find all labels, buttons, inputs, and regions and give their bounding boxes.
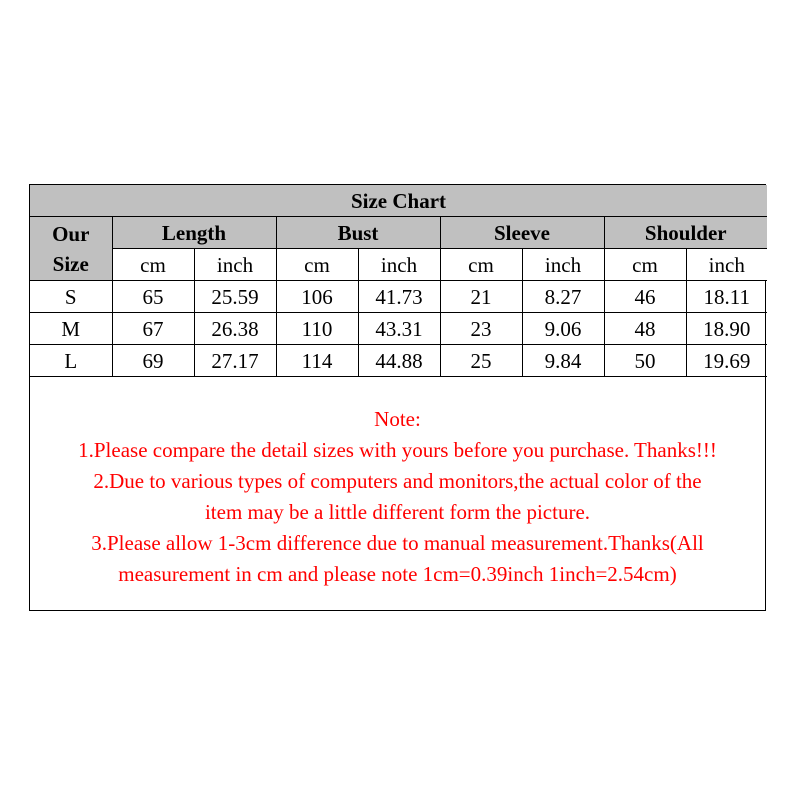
shoulder-inch-value: 18.90 xyxy=(686,313,767,345)
sleeve-inch-value: 8.27 xyxy=(522,281,604,313)
length-inch-value: 27.17 xyxy=(194,345,276,377)
table-row xyxy=(30,345,767,377)
bust-header: Bust xyxy=(276,217,440,249)
note-line: 2.Due to various types of computers and monitors,the actual color of the xyxy=(93,469,702,493)
size-label: S xyxy=(30,281,112,313)
notes-heading: Note: xyxy=(374,407,421,431)
length-header: Length xyxy=(112,217,276,249)
bust-inch-unit: inch xyxy=(358,249,440,281)
bust-cm-value: 114 xyxy=(276,345,358,377)
shoulder-cm-unit: cm xyxy=(604,249,686,281)
note-line: item may be a little different form the picture. xyxy=(204,500,591,524)
size-chart xyxy=(29,184,766,611)
shoulder-cm-value: 48 xyxy=(604,313,686,345)
size-label: M xyxy=(30,313,112,345)
shoulder-cm-value: 50 xyxy=(604,345,686,377)
size-label: L xyxy=(30,345,112,377)
bust-inch-value: 43.31 xyxy=(358,313,440,345)
length-cm-value: 65 xyxy=(112,281,194,313)
length-cm-unit: cm xyxy=(112,249,194,281)
shoulder-inch-value: 18.11 xyxy=(686,281,767,313)
length-cm-value: 69 xyxy=(112,345,194,377)
bust-cm-value: 110 xyxy=(276,313,358,345)
table-row xyxy=(30,281,767,313)
size-chart-title: Size Chart xyxy=(30,185,767,217)
shoulder-inch-value: 19.69 xyxy=(686,345,767,377)
shoulder-cm-value: 46 xyxy=(604,281,686,313)
sleeve-cm-value: 25 xyxy=(440,345,522,377)
shoulder-inch-unit: inch xyxy=(686,249,767,281)
shoulder-header: Shoulder xyxy=(604,217,767,249)
sleeve-cm-value: 21 xyxy=(440,281,522,313)
bust-inch-value: 41.73 xyxy=(358,281,440,313)
our-size-line2: Size xyxy=(52,251,89,276)
bust-cm-unit: cm xyxy=(276,249,358,281)
sleeve-header: Sleeve xyxy=(440,217,604,249)
length-inch-value: 25.59 xyxy=(194,281,276,313)
sleeve-cm-unit: cm xyxy=(440,249,522,281)
note-line: 3.Please allow 1-3cm difference due to manual measurement.Thanks(All xyxy=(91,531,704,555)
sleeve-inch-value: 9.84 xyxy=(522,345,604,377)
sleeve-inch-unit: inch xyxy=(522,249,604,281)
bust-cm-value: 106 xyxy=(276,281,358,313)
note-line: measurement in cm and please note 1cm=0.39inch 1inch=2.54cm) xyxy=(118,562,677,586)
note-line: 1.Please compare the detail sizes with yours before you purchase. Thanks!!! xyxy=(78,438,717,462)
our-size-line1: Our xyxy=(52,221,90,246)
length-inch-value: 26.38 xyxy=(194,313,276,345)
length-cm-value: 67 xyxy=(112,313,194,345)
our-size-header xyxy=(30,217,112,281)
table-row xyxy=(30,313,767,345)
length-inch-unit: inch xyxy=(194,249,276,281)
size-table xyxy=(30,185,767,377)
sleeve-cm-value: 23 xyxy=(440,313,522,345)
sleeve-inch-value: 9.06 xyxy=(522,313,604,345)
notes-section xyxy=(30,404,765,590)
bust-inch-value: 44.88 xyxy=(358,345,440,377)
